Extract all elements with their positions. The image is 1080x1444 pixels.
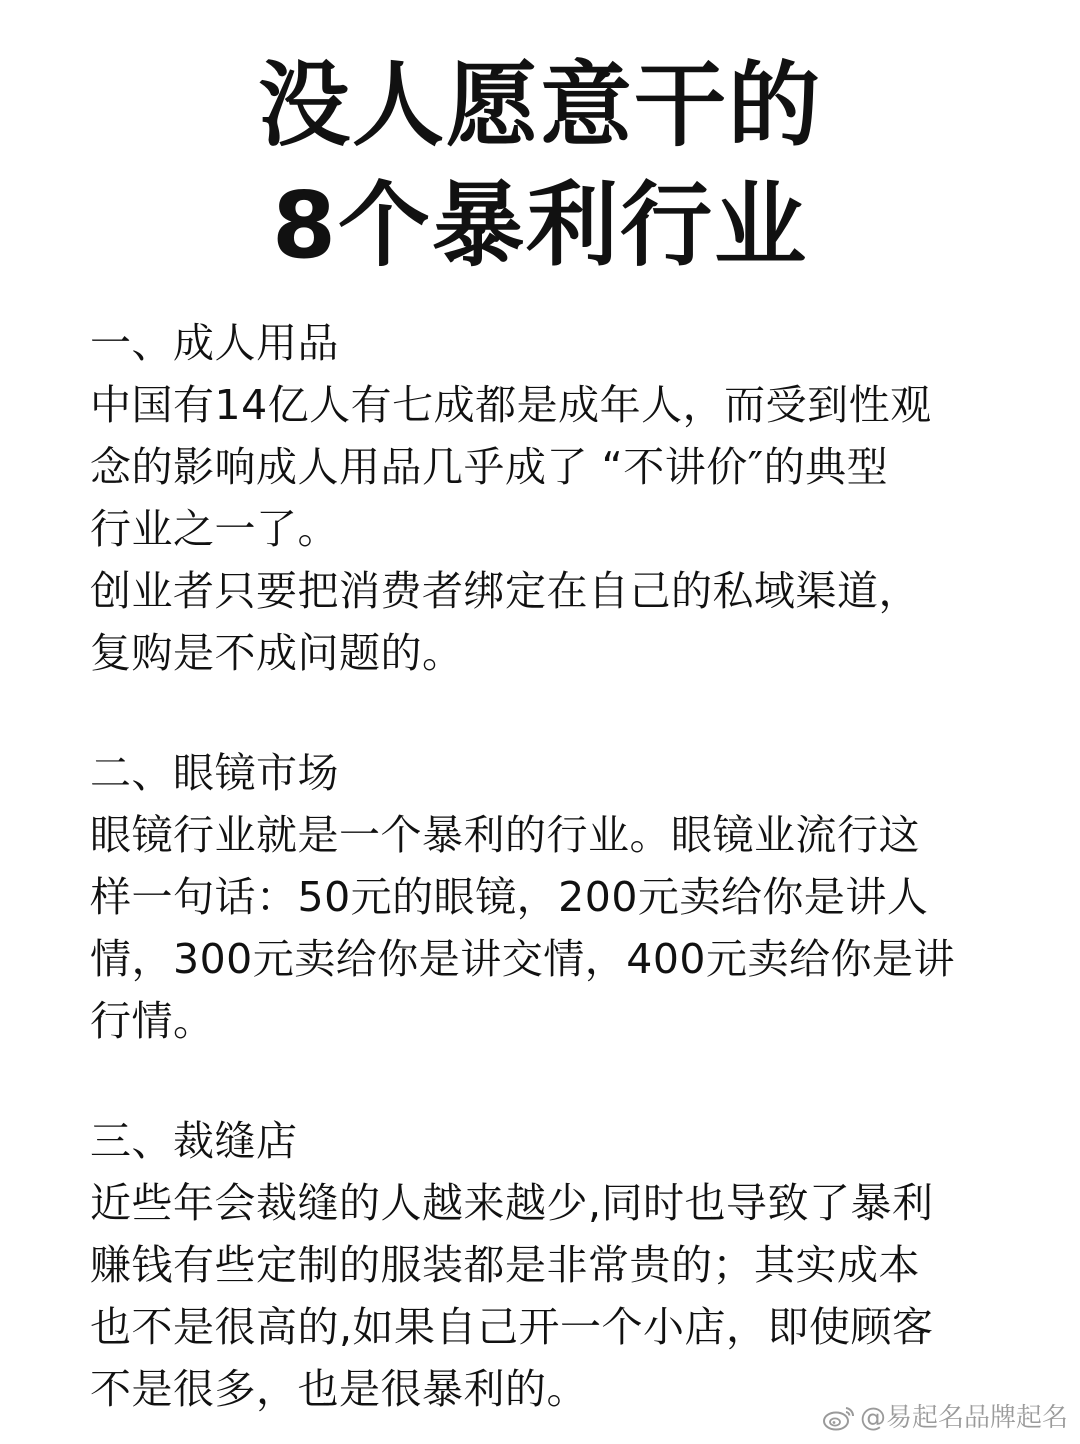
paragraph-line: 复购是不成问题的。 [90,629,464,677]
section-glasses-market [90,742,990,1052]
paragraph-line: 中国有14亿人有七成都是成年人，而受到性观 [90,381,932,429]
watermark-text: @易起名品牌起名 [859,1403,1068,1433]
weibo-watermark [822,1402,1068,1434]
page-title [0,46,1080,286]
section-tailor-shop [90,1110,990,1420]
paragraph-line: 样一句话：50元的眼镜，200元卖给你是讲人 [90,873,929,921]
section-heading: 一、成人用品 [90,319,339,367]
title-line-1: 没人愿意干的 [257,52,822,159]
paragraph-line: 也不是很高的,如果自己开一个小店，即使顾客 [90,1303,934,1351]
section-heading: 三、裁缝店 [90,1117,298,1165]
section-heading: 二、眼镜市场 [90,749,339,797]
paragraph-line: 不是很多，也是很暴利的。 [90,1365,588,1413]
paragraph-line: 赚钱有些定制的服装都是非常贵的；其实成本 [90,1241,920,1289]
paragraph-line: 念的影响成人用品几乎成了 “不讲价″的典型 [90,443,889,491]
paragraph-line: 近些年会裁缝的人越来越少,同时也导致了暴利 [90,1179,934,1227]
section-adult-products [90,312,990,684]
title-line-2: 8个暴利行业 [271,172,808,279]
paragraph-line: 行业之一了。 [90,505,339,553]
paragraph-line: 创业者只要把消费者绑定在自己的私域渠道， [90,567,920,615]
paragraph-line: 情，300元卖给你是讲交情，400元卖给你是讲 [90,935,956,983]
paragraph-line: 行情。 [90,997,215,1045]
weibo-icon [822,1404,856,1432]
paragraph-line: 眼镜行业就是一个暴利的行业。眼镜业流行这 [90,811,920,859]
